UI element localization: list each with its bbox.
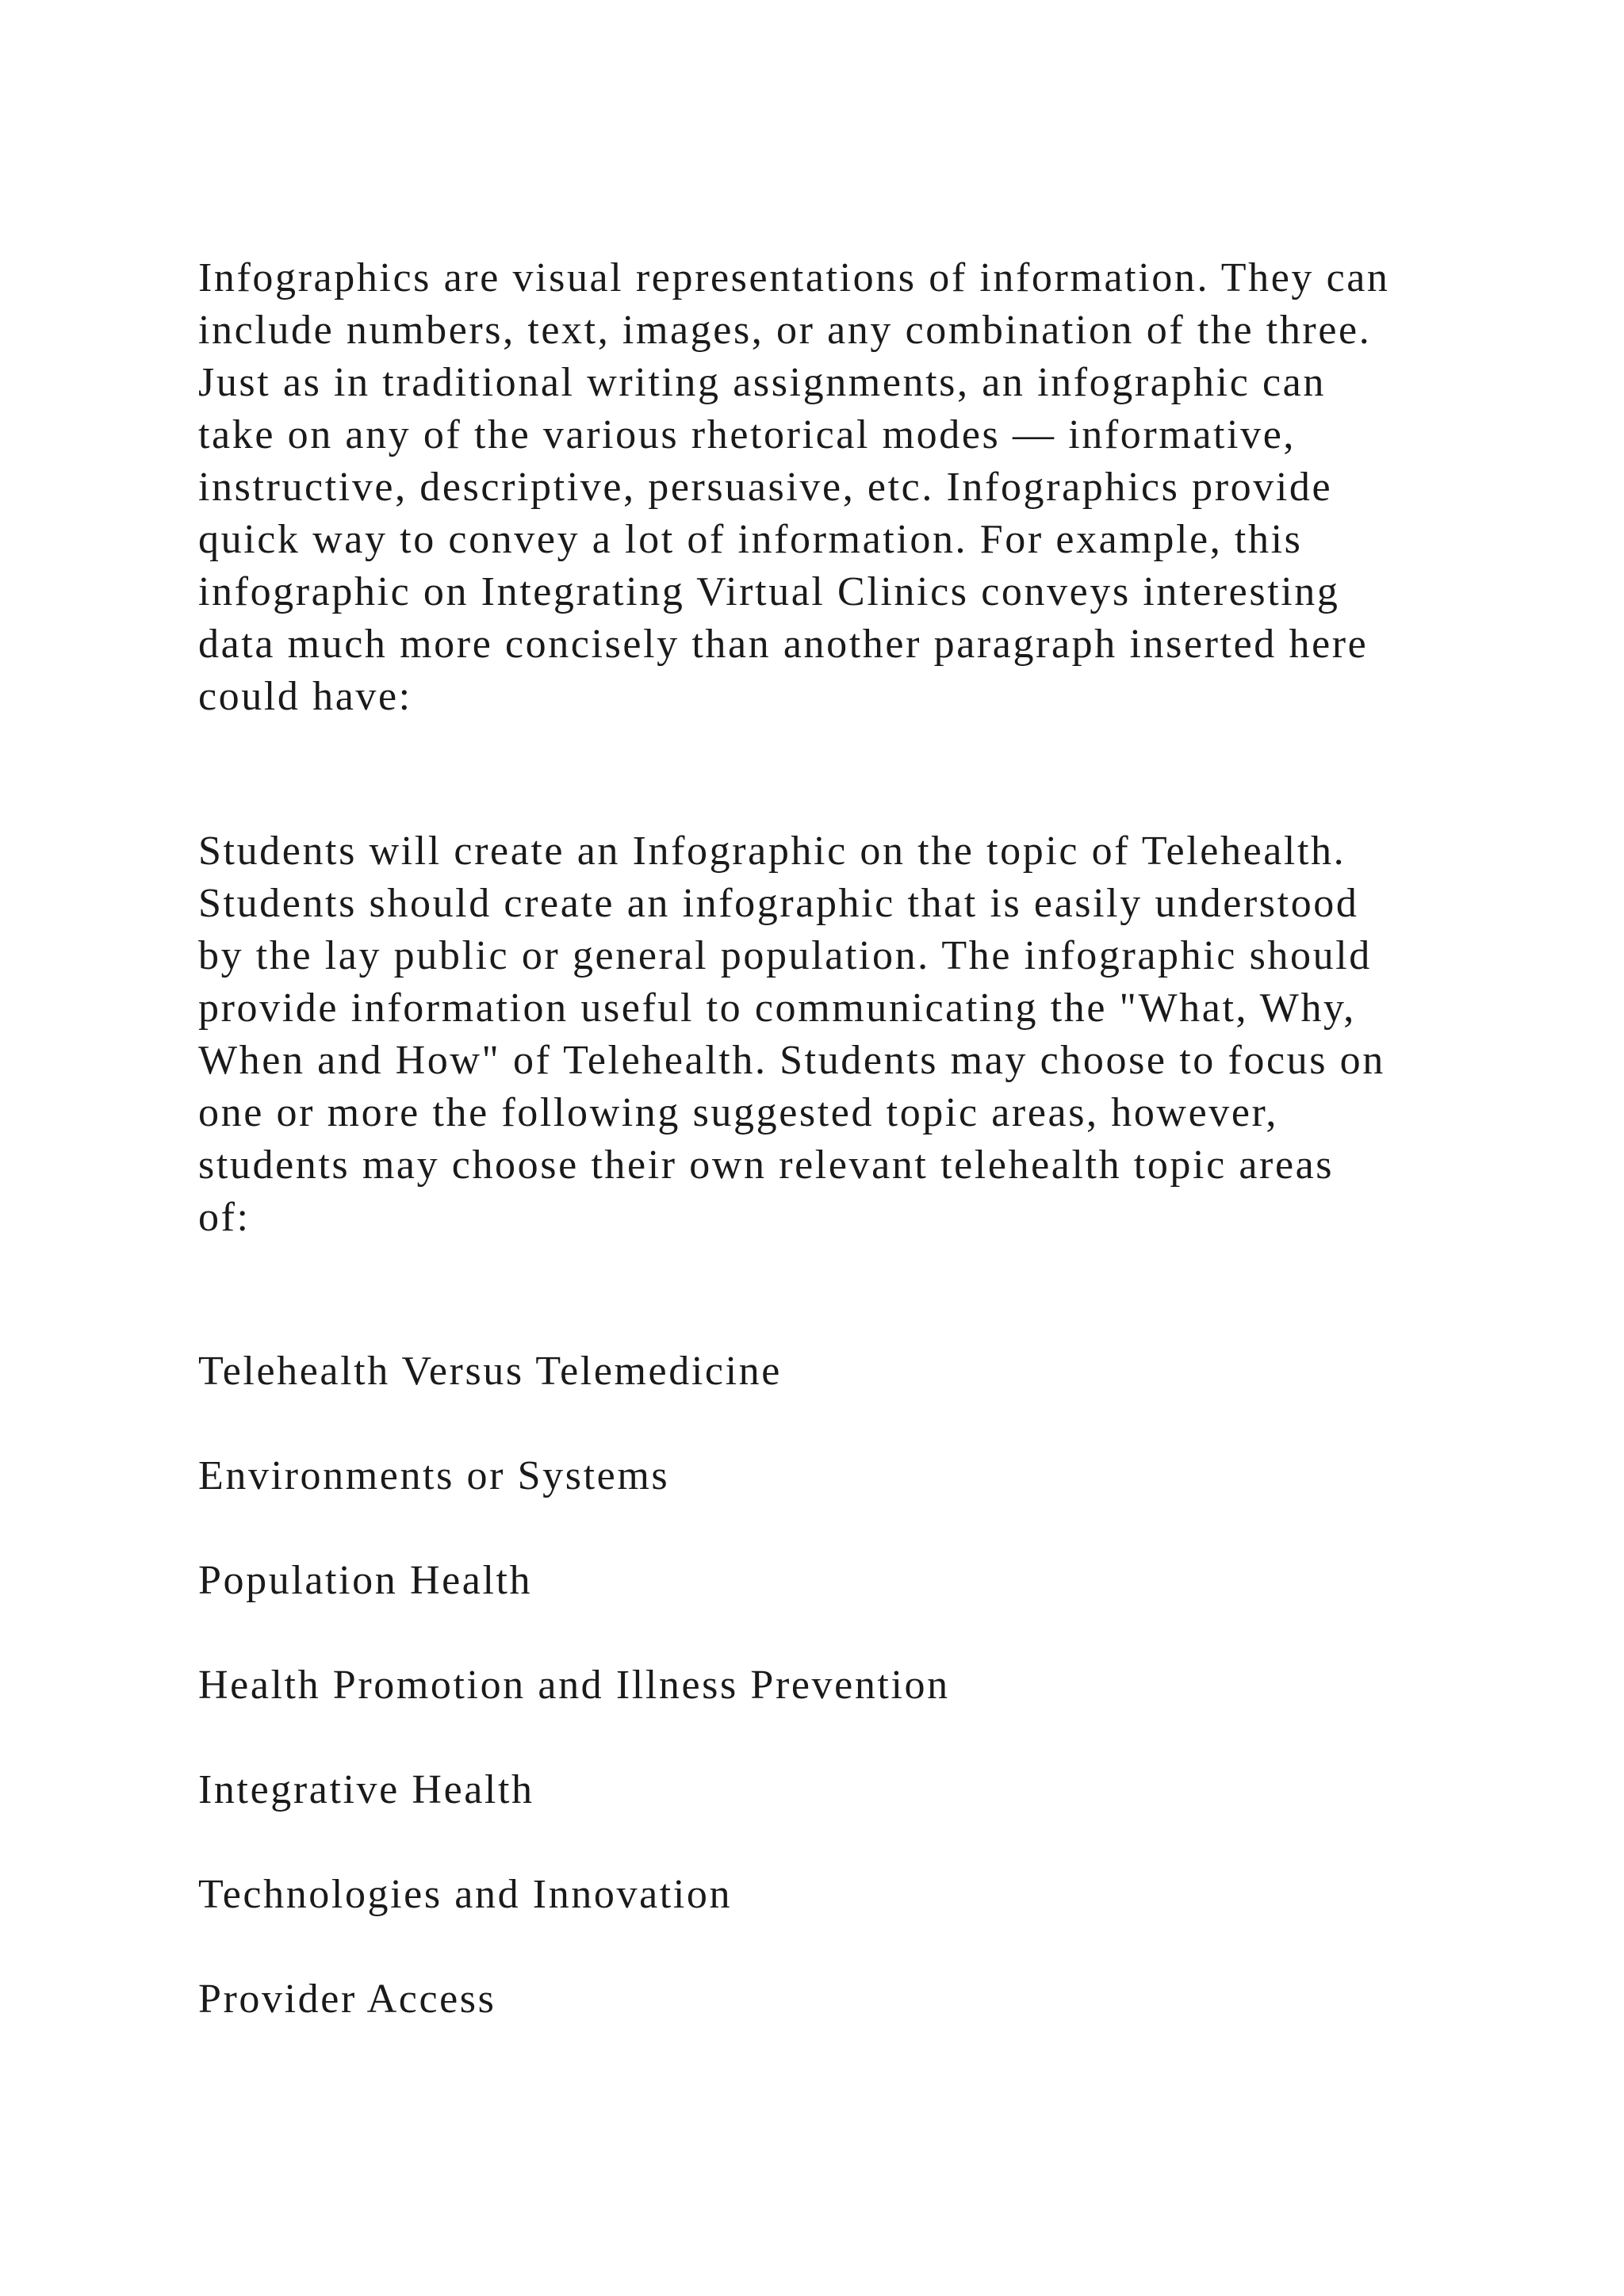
paragraph-line: take on any of the various rhetorical modes — informative, xyxy=(198,412,1296,457)
paragraph-line: Infographics are visual representations of information. They can xyxy=(198,255,1390,300)
paragraph-line: of: xyxy=(198,1195,251,1240)
list-item: Health Promotion and Illness Prevention xyxy=(198,1663,950,1708)
list-item: Telehealth Versus Telemedicine xyxy=(198,1349,782,1394)
paragraph-line: students may choose their own relevant telehealth topic areas xyxy=(198,1142,1335,1188)
paragraph-line: by the lay public or general population. The infographic should xyxy=(198,933,1372,978)
list-item: Environments or Systems xyxy=(198,1453,670,1498)
list-item: Population Health xyxy=(198,1558,533,1603)
paragraph-line: include numbers, text, images, or any combination of the three. xyxy=(198,308,1372,353)
list-item: Provider Access xyxy=(198,1976,496,2022)
paragraph-line: Students will create an Infographic on the topic of Telehealth. xyxy=(198,828,1346,874)
paragraph-line: When and How" of Telehealth. Students may choose to focus on xyxy=(198,1038,1385,1083)
paragraph-line: provide information useful to communicating the "What, Why, xyxy=(198,985,1356,1031)
list-item: Integrative Health xyxy=(198,1767,534,1812)
paragraph-line: Students should create an infographic that is easily understood xyxy=(198,881,1359,926)
paragraph-line: one or more the following suggested topic areas, however, xyxy=(198,1090,1278,1135)
paragraph-line: quick way to convey a lot of information. For example, this xyxy=(198,517,1303,562)
paragraph-line: Just as in traditional writing assignments, an infographic can xyxy=(198,360,1326,405)
paragraph-line: instructive, descriptive, persuasive, etc. Infographics provide xyxy=(198,465,1333,510)
paragraph-line: could have: xyxy=(198,674,412,719)
list-item: Technologies and Innovation xyxy=(198,1872,733,1917)
paragraph-line: infographic on Integrating Virtual Clinics conveys interesting xyxy=(198,569,1340,614)
paragraph-line: data much more concisely than another paragraph inserted here xyxy=(198,622,1369,667)
